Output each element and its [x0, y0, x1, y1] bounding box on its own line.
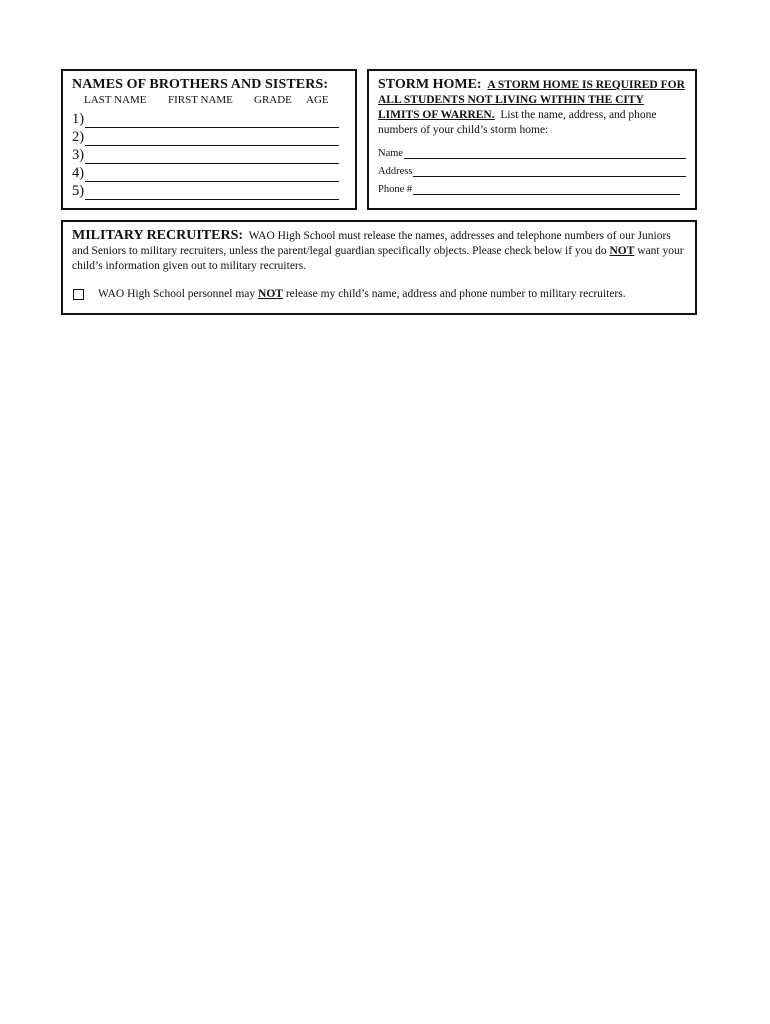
storm-home-phone-field[interactable]: [378, 183, 686, 195]
row-number: 2): [72, 129, 85, 145]
sibling-row: [72, 110, 346, 128]
storm-home-requirement: A STORM HOME IS REQUIRED FOR ALL STUDENTS NOT LIVING WITHIN THE CITY LIMITS OF WARREN.: [378, 79, 685, 121]
storm-home-instructions: List the name, address, and phone numbers of your child’s storm home:: [378, 109, 657, 136]
phone-label: Phone #: [378, 184, 413, 195]
row-number: 5): [72, 183, 85, 199]
row-number: 3): [72, 147, 85, 163]
military-opt-out-option: [72, 288, 686, 300]
siblings-rows: [72, 110, 346, 200]
military-text-emphasis: NOT: [609, 245, 635, 257]
phone-line[interactable]: [413, 183, 680, 195]
address-label: Address: [378, 166, 413, 177]
row-number: 4): [72, 165, 85, 181]
storm-home-address-field[interactable]: [378, 165, 686, 177]
sibling-entry-field[interactable]: [85, 168, 339, 182]
sibling-entry-field[interactable]: [85, 132, 339, 146]
storm-home-description: [378, 77, 686, 138]
option-before: WAO High School personnel may: [98, 288, 256, 300]
sibling-row: [72, 128, 346, 146]
row-number: 1): [72, 111, 85, 127]
military-text-after: want your child’s information given out to military recruiters.: [72, 245, 684, 272]
siblings-title: NAMES OF BROTHERS AND SISTERS:: [72, 77, 329, 92]
military-notice: [72, 228, 686, 274]
sibling-row: [72, 146, 346, 164]
sibling-row: [72, 164, 346, 182]
storm-home-title: STORM HOME:: [378, 77, 482, 92]
option-after: release my child’s name, address and phone number to military recruiters.: [285, 288, 626, 300]
column-last-name: LAST NAME: [84, 94, 147, 106]
storm-home-section: [367, 69, 697, 210]
column-first-name: FIRST NAME: [168, 94, 233, 106]
sibling-entry-field[interactable]: [85, 114, 339, 128]
sibling-entry-field[interactable]: [85, 150, 339, 164]
address-line[interactable]: [413, 165, 686, 177]
sibling-entry-field[interactable]: [85, 186, 339, 200]
column-grade: GRADE: [254, 94, 292, 106]
military-recruiters-section: [61, 220, 697, 315]
name-line[interactable]: [404, 147, 686, 159]
military-text-before: WAO High School must release the names, addresses and telephone numbers of our Juniors and Seniors to military recruiters, unless the parent/legal guardian specifically objects. Please check below if you do: [72, 230, 671, 257]
storm-home-name-field[interactable]: [378, 147, 686, 159]
opt-out-checkbox[interactable]: [73, 289, 84, 300]
column-age: AGE: [306, 94, 329, 106]
sibling-row: [72, 182, 346, 200]
name-label: Name: [378, 148, 404, 159]
siblings-section: [61, 69, 357, 210]
option-text: [98, 288, 626, 300]
military-title: MILITARY RECRUITERS:: [72, 228, 244, 243]
siblings-column-headers: [72, 94, 346, 106]
option-emphasis: NOT: [258, 288, 283, 300]
